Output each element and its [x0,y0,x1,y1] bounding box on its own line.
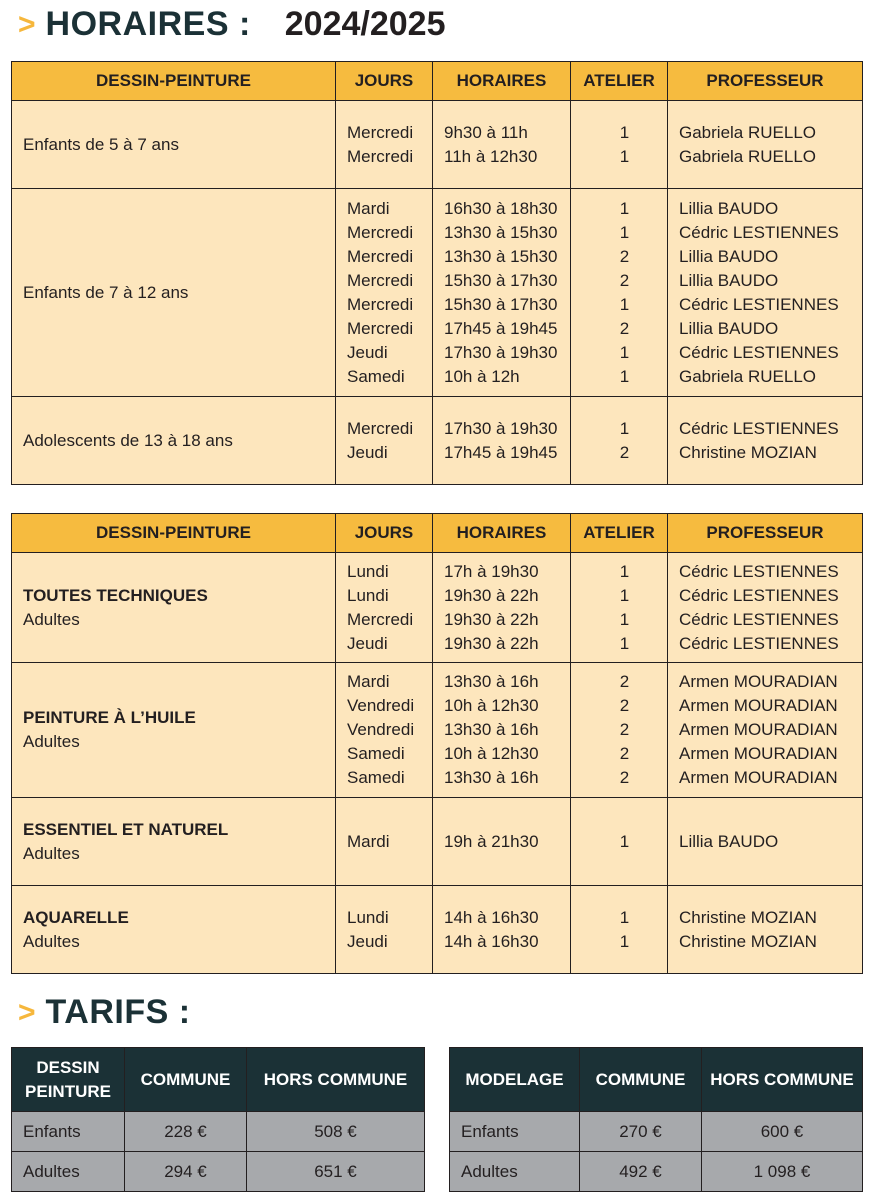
col-header-horaires: HORAIRES [433,62,571,101]
day-value: Jeudi [347,633,388,653]
teacher-name: Lillia BAUDO [679,318,779,338]
day-value: Jeudi [347,342,388,362]
tarifs-heading [18,993,191,1032]
price-commune: 294 € [125,1152,247,1192]
time-value: 17h30 à 19h30 [444,342,558,362]
table-row [12,553,863,663]
day-value: Vendredi [347,720,415,739]
category-name: Adolescents de 13 à 18 ans [23,430,233,450]
col-header-category: DESSIN-PEINTURE [12,62,336,101]
tarif-row [12,1152,425,1192]
arrow-icon: > [18,995,36,1029]
ateliers-cell [571,101,668,189]
atelier-value: 2 [619,442,630,462]
time-value: 17h45 à 19h45 [444,442,558,462]
teacher-name: Armen MOURADIAN [679,720,838,739]
time-value: 13h30 à 16h [444,672,539,691]
horaires-cell [433,798,571,886]
teacher-name: Cédric LESTIENNES [679,561,839,581]
teacher-name: Christine MOZIAN [679,907,817,927]
jours-cell [336,553,433,663]
teacher-name: Cédric LESTIENNES [679,294,839,314]
atelier-value: 2 [619,744,630,763]
time-value: 17h45 à 19h45 [444,318,558,338]
price-hors-commune: 651 € [247,1152,425,1192]
day-value: Mercredi [347,318,414,338]
col-header-atelier: ATELIER [571,62,668,101]
teacher-name: Cédric LESTIENNES [679,633,839,653]
atelier-value: 1 [619,931,630,951]
table-row [12,798,863,886]
time-value: 14h à 16h30 [444,931,539,951]
day-value: Mercredi [347,146,414,166]
schedule-table-children [11,61,863,485]
category-cell [12,553,336,663]
atelier-value: 1 [619,198,630,218]
tarif-header-hors-commune: HORS COMMUNE [702,1048,863,1112]
day-value: Lundi [347,585,389,605]
time-value: 13h30 à 16h [444,720,539,739]
price-commune: 270 € [580,1112,702,1152]
atelier-value: 2 [619,720,630,739]
day-value: Lundi [347,907,389,927]
tarif-header-row [12,1048,425,1112]
tarif-row [12,1112,425,1152]
day-value: Samedi [347,366,405,386]
atelier-value: 1 [619,561,630,581]
day-value: Samedi [347,768,405,787]
ateliers-cell [571,397,668,485]
teacher-name: Cédric LESTIENNES [679,585,839,605]
teacher-name: Christine MOZIAN [679,442,817,462]
time-value: 15h30 à 17h30 [444,294,558,314]
teacher-name: Gabriela RUELLO [679,122,817,142]
atelier-value: 1 [619,585,630,605]
time-value: 19h30 à 22h [444,633,539,653]
category-name: AQUARELLE [23,907,129,927]
day-value: Mercredi [347,246,414,266]
atelier-value: 1 [619,907,630,927]
day-value: Mercredi [347,222,414,242]
col-header-jours: JOURS [336,62,433,101]
teacher-name: Lillia BAUDO [679,198,779,218]
day-value: Samedi [347,744,405,763]
tarif-audience: Enfants [12,1112,125,1152]
atelier-value: 1 [619,418,630,438]
price-hors-commune: 600 € [702,1112,863,1152]
ateliers-cell [571,663,668,798]
day-value: Jeudi [347,931,388,951]
time-value: 10h à 12h30 [444,696,539,715]
day-value: Mercredi [347,122,414,142]
time-value: 9h30 à 11h [444,122,528,142]
day-value: Lundi [347,561,389,581]
price-hors-commune: 1 098 € [702,1152,863,1192]
day-value: Mardi [347,831,390,851]
time-value: 10h à 12h30 [444,744,539,763]
day-value: Mercredi [347,418,414,438]
atelier-value: 2 [619,768,630,787]
jours-cell [336,886,433,974]
atelier-value: 2 [619,696,630,715]
col-header-category: DESSIN-PEINTURE [12,514,336,553]
time-value: 19h à 21h30 [444,831,539,851]
table-row [12,663,863,798]
page-title: HORAIRES : [45,5,251,43]
time-value: 13h30 à 15h30 [444,222,558,242]
category-audience: Adultes [23,732,80,751]
jours-cell [336,101,433,189]
tarif-audience: Adultes [450,1152,580,1192]
jours-cell [336,397,433,485]
teacher-name: Gabriela RUELLO [679,146,817,166]
teacher-name: Cédric LESTIENNES [679,342,839,362]
time-value: 13h30 à 15h30 [444,246,558,266]
category-cell [12,397,336,485]
arrow-icon: > [18,7,36,41]
horaires-cell [433,101,571,189]
season-year: 2024/2025 [284,5,446,43]
schedule-table-adults [11,513,863,974]
tarifs-title: TARIFS : [45,993,191,1031]
tarif-header-activity: DESSIN PEINTURE [12,1048,125,1112]
col-header-professeur: PROFESSEUR [668,514,863,553]
teacher-name: Armen MOURADIAN [679,744,838,763]
ateliers-cell [571,189,668,397]
day-value: Vendredi [347,696,415,715]
price-commune: 492 € [580,1152,702,1192]
atelier-value: 2 [619,246,630,266]
tarif-row [450,1112,863,1152]
category-cell [12,101,336,189]
category-cell [12,189,336,397]
category-audience: Adultes [23,609,80,629]
horaires-cell [433,663,571,798]
tarif-audience: Enfants [450,1112,580,1152]
teacher-name: Armen MOURADIAN [679,696,838,715]
category-cell [12,886,336,974]
day-value: Mercredi [347,270,414,290]
ateliers-cell [571,553,668,663]
atelier-value: 1 [619,366,630,386]
tarif-table-modelage [449,1047,863,1192]
profs-cell [668,101,863,189]
schedule-heading [18,5,446,44]
tarif-header-row [450,1048,863,1112]
category-audience: Adultes [23,931,80,951]
atelier-value: 2 [619,270,630,290]
time-value: 15h30 à 17h30 [444,270,558,290]
atelier-value: 2 [619,318,630,338]
price-hors-commune: 508 € [247,1112,425,1152]
time-value: 13h30 à 16h [444,768,539,787]
atelier-value: 1 [619,633,630,653]
day-value: Jeudi [347,442,388,462]
jours-cell [336,663,433,798]
table-row [12,189,863,397]
time-value: 17h à 19h30 [444,561,539,581]
tarif-audience: Adultes [12,1152,125,1192]
category-name: Enfants de 7 à 12 ans [23,282,189,302]
tarif-header-hors-commune: HORS COMMUNE [247,1048,425,1112]
day-value: Mercredi [347,609,414,629]
atelier-value: 1 [619,609,630,629]
profs-cell [668,397,863,485]
time-value: 11h à 12h30 [444,146,538,166]
atelier-value: 1 [619,122,630,142]
category-audience: Adultes [23,843,80,863]
time-value: 14h à 16h30 [444,907,539,927]
col-header-atelier: ATELIER [571,514,668,553]
time-value: 19h30 à 22h [444,609,539,629]
teacher-name: Gabriela RUELLO [679,366,817,386]
atelier-value: 2 [619,672,630,691]
atelier-value: 1 [619,294,630,314]
teacher-name: Christine MOZIAN [679,931,817,951]
horaires-cell [433,397,571,485]
tarif-table-dessin [11,1047,425,1192]
tarif-header-commune: COMMUNE [125,1048,247,1112]
teacher-name: Cédric LESTIENNES [679,418,839,438]
profs-cell [668,886,863,974]
category-name: Enfants de 5 à 7 ans [23,134,179,154]
col-header-professeur: PROFESSEUR [668,62,863,101]
col-header-horaires: HORAIRES [433,514,571,553]
tarif-header-activity: MODELAGE [450,1048,580,1112]
time-value: 17h30 à 19h30 [444,418,558,438]
profs-cell [668,663,863,798]
jours-cell [336,189,433,397]
time-value: 19h30 à 22h [444,585,539,605]
tarif-header-commune: COMMUNE [580,1048,702,1112]
horaires-cell [433,189,571,397]
category-name: TOUTES TECHNIQUES [23,585,208,605]
ateliers-cell [571,886,668,974]
profs-cell [668,798,863,886]
teacher-name: Cédric LESTIENNES [679,609,839,629]
category-name: PEINTURE À L’HUILE [23,708,196,727]
horaires-cell [433,886,571,974]
jours-cell [336,798,433,886]
day-value: Mercredi [347,294,414,314]
profs-cell [668,189,863,397]
day-value: Mardi [347,672,390,691]
col-header-jours: JOURS [336,514,433,553]
teacher-name: Lillia BAUDO [679,246,779,266]
time-value: 16h30 à 18h30 [444,198,558,218]
teacher-name: Lillia BAUDO [679,831,779,851]
table-row [12,886,863,974]
horaires-cell [433,553,571,663]
price-commune: 228 € [125,1112,247,1152]
atelier-value: 1 [619,146,630,166]
teacher-name: Cédric LESTIENNES [679,222,839,242]
category-name: ESSENTIEL ET NATUREL [23,819,229,839]
day-value: Mardi [347,198,390,218]
teacher-name: Armen MOURADIAN [679,672,838,691]
teacher-name: Lillia BAUDO [679,270,779,290]
atelier-value: 1 [619,831,630,851]
tarif-row [450,1152,863,1192]
profs-cell [668,553,863,663]
atelier-value: 1 [619,222,630,242]
ateliers-cell [571,798,668,886]
time-value: 10h à 12h [444,366,520,386]
table-row [12,101,863,189]
table-row [12,397,863,485]
atelier-value: 1 [619,342,630,362]
teacher-name: Armen MOURADIAN [679,768,838,787]
table-header-row [12,514,863,553]
category-cell [12,663,336,798]
table-header-row [12,62,863,101]
category-cell [12,798,336,886]
